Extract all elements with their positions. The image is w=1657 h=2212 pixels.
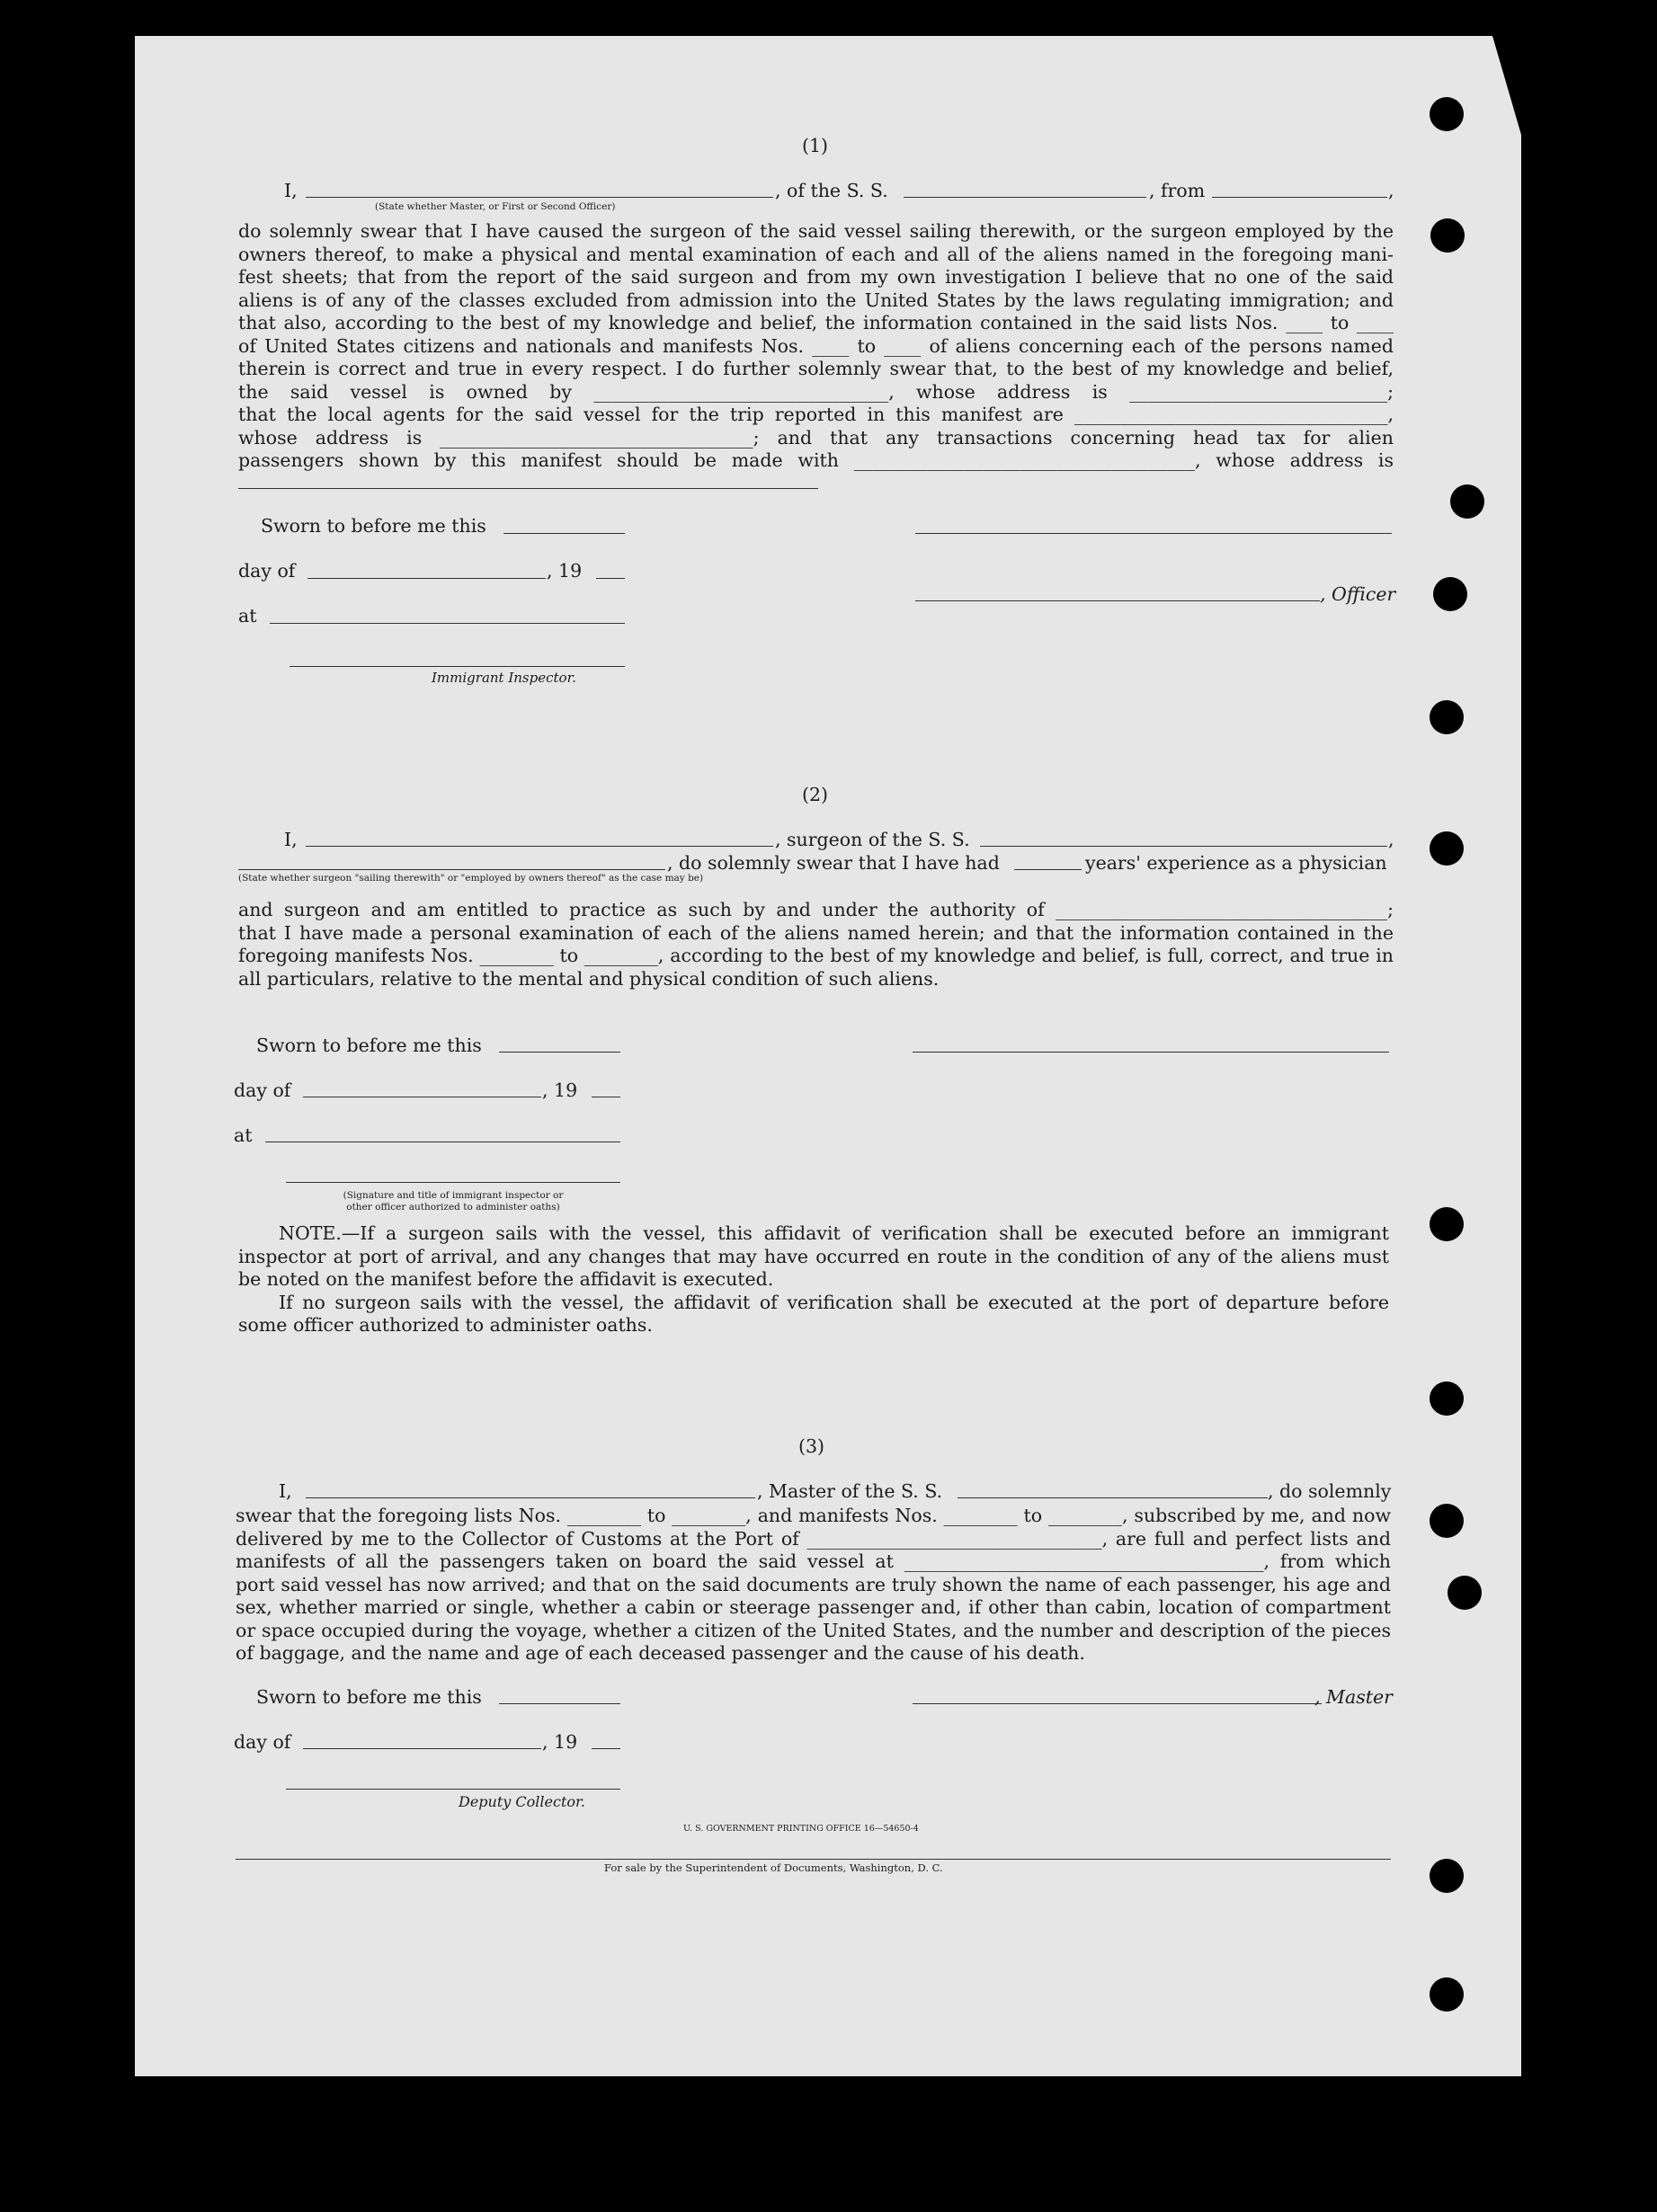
sworn-date-field-1[interactable] [503,533,625,534]
sworn-label-3: Sworn to before me this [256,1686,482,1708]
section-2-line: that I have made a personal examination of each of the aliens named herein; and that the information contained in the [238,921,1394,944]
binder-hole [1430,1381,1464,1416]
binder-hole [1430,218,1465,253]
officer-signature-line-2[interactable] [915,600,1320,601]
section-3-line: manifests of all the passengers taken on board the said vessel at _______________________________________, from which [236,1550,1391,1572]
note-line: NOTE.—If a surgeon sails with the vessel, this affidavit of verification shall be executed before an immigrant [279,1222,1389,1244]
at-label-1: at [238,605,257,626]
gpo-imprint: U. S. GOVERNMENT PRINTING OFFICE 16—54650-4 [683,1824,919,1834]
surgeon-status-field[interactable] [238,869,665,870]
binder-hole [1433,577,1467,611]
day-field-1[interactable] [307,578,546,579]
section-3-line: or space occupied during the voyage, whether a citizen of the United States, and the number and description of the pieces [236,1619,1391,1641]
master-signature-line[interactable] [913,1703,1322,1704]
day-of-label-3: day of [234,1731,291,1753]
binder-hole [1430,831,1464,866]
sig-note-2: other officer authorized to administer oaths) [346,1202,560,1213]
sworn-date-field-2[interactable] [499,1052,620,1053]
surgeon-vessel-field[interactable] [980,846,1387,847]
section-1-line: passengers shown by this manifest should be made with _____________________________________, whose address is [238,449,1394,471]
section-3-number: (3) [798,1435,825,1457]
vessel-name-field[interactable] [904,197,1146,198]
sworn-label-1: Sworn to before me this [261,515,486,537]
of-ss-label: , of the S. S. [775,180,888,201]
comma: , [1388,829,1394,850]
swear-label: , do solemnly swear that I have had [667,852,1000,874]
sworn-date-field-3[interactable] [499,1703,620,1704]
section-1-body [238,220,1394,473]
section-3-body [236,1505,1391,1666]
master-of-label: , Master of the S. S. [757,1480,943,1502]
year-field-1[interactable] [596,578,625,579]
section-1-line: therein is correct and true in every respect. I do further solemnly swear that, to the best of my knowledge and belief, [238,358,1394,379]
from-label: , from [1149,180,1206,201]
section-2-line: foregoing manifests Nos. ________ to ________, according to the best of my knowledge and belief, is full, correct, and true in [238,945,1394,966]
note-line: inspector at port of arrival, and any changes that may have occurred en route in the condition of any of the aliens must [238,1245,1389,1267]
section-3-line: delivered by me to the Collector of Customs at the Port of ________________________________, are full and perfect lists and [236,1527,1391,1550]
solemnly-label: , do solemnly [1268,1480,1392,1502]
comma: , [1388,180,1394,201]
surgeon-signature-line[interactable] [913,1052,1389,1053]
section-1-number: (1) [802,135,829,156]
section-1-line: that the local agents for the said vessel for the trip reported in this manifest are __________________________________, [238,404,1394,425]
sworn-label-2: Sworn to before me this [256,1035,482,1056]
collector-signature-line[interactable] [286,1789,620,1790]
section-1-i: I, [284,180,298,201]
binder-hole [1430,700,1464,734]
section-2-line: all particulars, relative to the mental and physical condition of such aliens. [238,967,940,990]
inspector-label: Immigrant Inspector. [432,670,576,686]
binder-hole [1430,1977,1464,2012]
binder-hole [1430,97,1464,131]
master-label: , Master [1314,1686,1393,1708]
sale-notice: For sale by the Superintendent of Documents, Washington, D. C. [604,1861,943,1874]
master-name-field[interactable] [306,1497,755,1498]
master-vessel-field[interactable] [958,1497,1268,1498]
officer-signature-line-1[interactable] [915,533,1392,534]
section-2-number: (2) [802,784,829,805]
section-1-line: owners thereof, to make a physical and mental examination of each and all of the aliens named in the foregoing mani- [238,243,1394,265]
at-label-2: at [234,1124,253,1146]
note-line: be noted on the manifest before the affidavit is executed. [238,1268,774,1290]
binder-hole [1450,484,1484,519]
section-1-line: the said vessel is owned by ________________________________, whose address is ____________________________; [238,380,1394,403]
binder-hole [1430,1859,1464,1893]
year-label-3: , 19 [542,1731,578,1753]
section-2-i: I, [284,829,298,850]
section-3-line: swear that the foregoing lists Nos. ________ to ________, and manifests Nos. ________ to ________, subscribed by me, and now [236,1505,1391,1526]
years-field[interactable] [1014,869,1082,870]
surgeon-name-field[interactable] [306,846,773,847]
collector-label: Deputy Collector. [459,1793,585,1810]
surgeon-status-note: (State whether surgeon "sailing therewith" or "employed by owners thereof" as the case may be) [238,873,704,884]
section-3-line: sex, whether married or single, whether a cabin or steerage passenger and, if other than cabin, location of compartment [236,1596,1391,1618]
surgeon-of-label: , surgeon of the S. S. [775,829,970,850]
at-field-1[interactable] [270,623,625,624]
years-label: years' experience as a physician [1085,852,1387,874]
section-2-line: and surgeon and am entitled to practice as such by and under the authority of ____________________________________; [238,899,1394,920]
section-1-line: that also, according to the best of my knowledge and belief, the information contained in the said lists Nos. ____ to ____ [238,312,1394,333]
section-3-line: of baggage, and the name and age of each deceased passenger and the cause of his death. [236,1642,1085,1664]
binder-hole [1430,1207,1464,1241]
note-line: some officer authorized to administer oaths. [238,1314,653,1336]
section-1-line: aliens is of any of the classes excluded from admission into the United States by the laws regulating immigration; and [238,289,1394,311]
binder-hole [1430,1504,1464,1538]
day-field-3[interactable] [303,1748,541,1749]
section-1-line: do solemnly swear that I have caused the surgeon of the said vessel sailing therewith, or the surgeon employed by the [238,220,1394,242]
section-1-line: of United States citizens and nationals and manifests Nos. ____ to ____ of aliens concerning each of the persons named [238,334,1394,357]
section-3-line: port said vessel has now arrived; and that on the said documents are truly shown the name of each passenger, his age and [236,1573,1391,1595]
year-field-3[interactable] [592,1748,620,1749]
day-of-label-1: day of [238,560,296,582]
sig-note-1: (Signature and title of immigrant inspector or [343,1190,564,1201]
from-port-field[interactable] [1212,197,1387,198]
verification-note [238,1222,1389,1337]
section-1-line: fest sheets; that from the report of the said surgeon and from my own investigation I believe that no one of the said [238,266,1394,288]
binder-hole [1448,1576,1482,1610]
section-3-i: I, [279,1480,292,1502]
footer-rule [236,1859,1391,1860]
section-2-body [238,899,1394,991]
officer-name-field[interactable] [306,197,773,198]
note-line: If no surgeon sails with the vessel, the affidavit of verification shall be executed at the port of departure before [279,1291,1389,1313]
inspector-signature-line[interactable] [290,666,625,667]
year-label-1: , 19 [547,560,583,582]
year-label-2: , 19 [542,1079,578,1101]
master-note: (State whether Master, or First or Second Officer) [375,201,616,212]
day-of-label-2: day of [234,1079,291,1101]
officer-label: , Officer [1320,583,1396,605]
section-1-line: whose address is __________________________________; and that any transactions concerning head tax for alien [238,426,1394,449]
officer-signature-line-3[interactable] [286,1182,620,1183]
head-tax-address-field[interactable] [238,488,818,489]
